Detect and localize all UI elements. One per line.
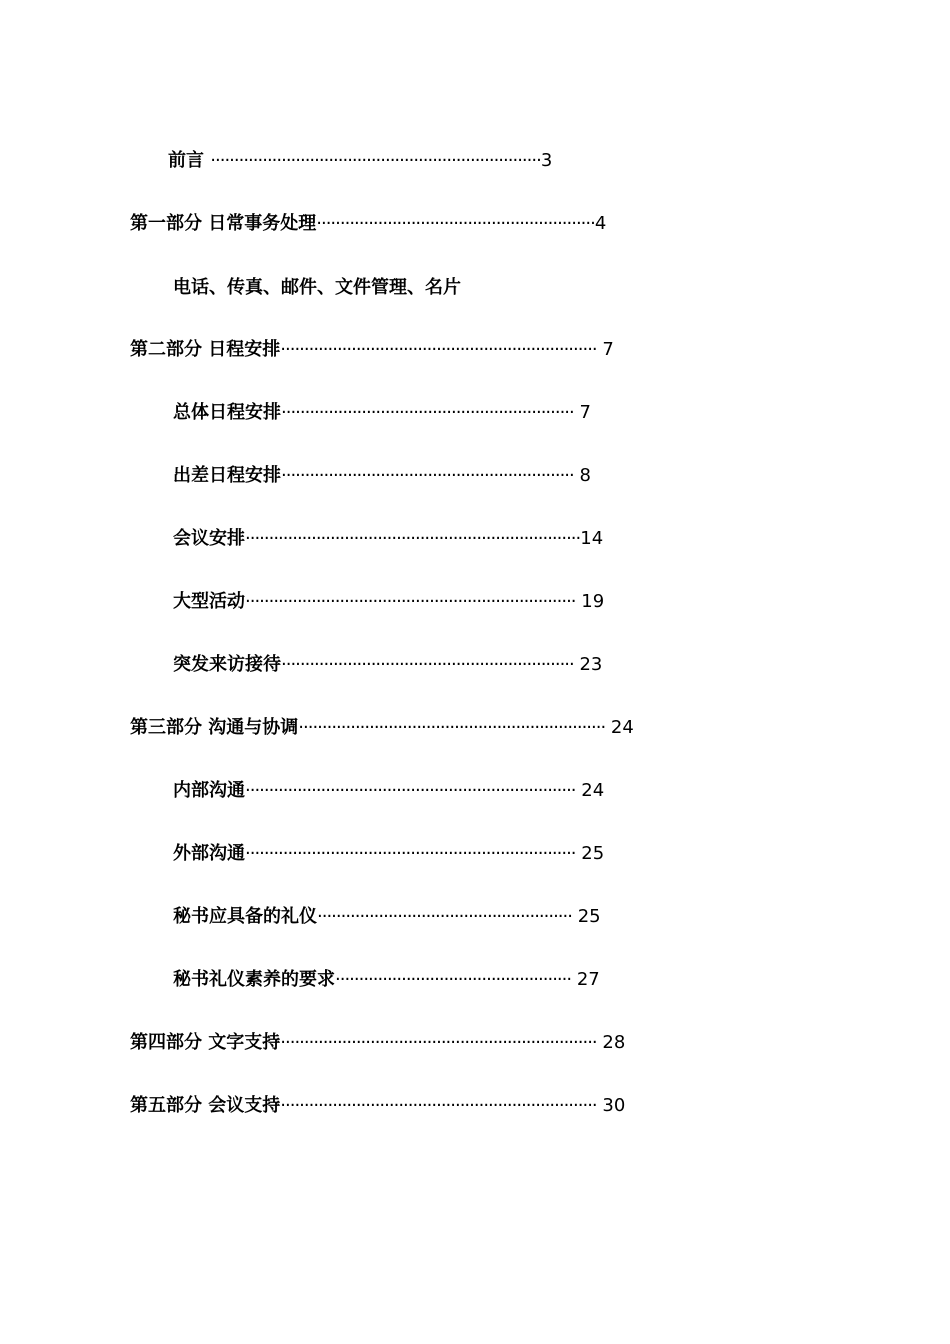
toc-entry-page: 25 bbox=[575, 843, 605, 864]
toc-entry-large-events[interactable] bbox=[173, 587, 604, 617]
toc-entry-page: 30 bbox=[596, 1095, 626, 1116]
toc-entry-preface[interactable] bbox=[168, 146, 552, 176]
toc-entry-part-3[interactable] bbox=[130, 713, 634, 743]
toc-entry-title: 突发来访接待 bbox=[173, 654, 281, 675]
toc-entry-leader: ··································································· bbox=[280, 339, 597, 360]
toc-entry-leader: ······································································ bbox=[245, 780, 576, 801]
toc-entry-page: 19 bbox=[575, 591, 605, 612]
toc-entry-internal-communication[interactable] bbox=[173, 776, 604, 806]
toc-entry-leader: ··································································· bbox=[280, 1032, 597, 1053]
toc-entry-title: 第三部分 沟通与协调 bbox=[130, 717, 299, 738]
toc-entry-part-4[interactable] bbox=[130, 1028, 625, 1058]
toc-entry-part-5[interactable] bbox=[130, 1091, 625, 1121]
toc-entry-page: 14 bbox=[580, 528, 604, 549]
toc-entry-leader: ··························································· bbox=[316, 213, 595, 234]
toc-entry-leader: ······························································ bbox=[281, 465, 574, 486]
toc-entry-title: 内部沟通 bbox=[173, 780, 245, 801]
toc-entry-title: 秘书礼仪素养的要求 bbox=[173, 969, 335, 990]
toc-entry-leader: ······································································ bbox=[210, 150, 541, 171]
toc-entry-title: 第一部分 日常事务处理 bbox=[130, 213, 317, 234]
toc-entry-overall-schedule[interactable] bbox=[173, 398, 591, 428]
toc-entry-page: 24 bbox=[575, 780, 605, 801]
toc-entry-leader: ······································································· bbox=[245, 528, 581, 549]
toc-entry-part-1-topics[interactable] bbox=[173, 273, 461, 303]
toc-entry-leader: ······································································ bbox=[245, 591, 576, 612]
toc-entry-page: 8 bbox=[573, 465, 591, 486]
toc-entry-page: 25 bbox=[571, 906, 601, 927]
toc-entry-secretary-etiquette[interactable] bbox=[173, 902, 601, 932]
toc-entry-page: 7 bbox=[573, 402, 591, 423]
toc-entry-page: 7 bbox=[596, 339, 614, 360]
toc-entry-meeting-arrangement[interactable] bbox=[173, 524, 603, 554]
toc-entry-title: 大型活动 bbox=[173, 591, 245, 612]
toc-entry-title: 总体日程安排 bbox=[173, 402, 281, 423]
toc-entry-title: 前言 bbox=[168, 150, 204, 171]
toc-entry-page: 27 bbox=[571, 969, 600, 990]
toc-entry-page: 28 bbox=[596, 1032, 626, 1053]
toc-entry-page: 3 bbox=[540, 150, 553, 171]
toc-entry-leader: ······································································ bbox=[245, 843, 576, 864]
toc-entry-etiquette-requirements[interactable] bbox=[173, 965, 600, 995]
toc-entry-leader: ································································· bbox=[298, 717, 606, 738]
toc-entry-leader: ··································································· bbox=[280, 1095, 597, 1116]
toc-entry-leader: ······························································ bbox=[281, 402, 574, 423]
toc-entry-title: 会议安排 bbox=[173, 528, 245, 549]
toc-entry-title: 秘书应具备的礼仪 bbox=[173, 906, 317, 927]
toc-entry-leader: ·················································· bbox=[335, 969, 572, 990]
toc-entry-title: 第五部分 会议支持 bbox=[130, 1095, 281, 1116]
toc-entry-external-communication[interactable] bbox=[173, 839, 604, 869]
toc-entry-leader: ······················································ bbox=[317, 906, 572, 927]
toc-entry-travel-schedule[interactable] bbox=[173, 461, 591, 491]
toc-entry-title: 第二部分 日程安排 bbox=[130, 339, 281, 360]
toc-entry-leader: ······························································ bbox=[281, 654, 574, 675]
toc-entry-page: 24 bbox=[605, 717, 634, 738]
toc-entry-title: 第四部分 文字支持 bbox=[130, 1032, 281, 1053]
toc-entry-unexpected-visits[interactable] bbox=[173, 650, 602, 680]
toc-entry-title: 外部沟通 bbox=[173, 843, 245, 864]
toc-entry-page: 4 bbox=[594, 213, 607, 234]
toc-entry-title: 出差日程安排 bbox=[173, 465, 281, 486]
toc-entry-part-1[interactable] bbox=[130, 209, 606, 239]
toc-entry-title: 电话、传真、邮件、文件管理、名片 bbox=[173, 277, 461, 298]
toc-entry-page: 23 bbox=[573, 654, 603, 675]
toc-entry-part-2[interactable] bbox=[130, 335, 614, 365]
